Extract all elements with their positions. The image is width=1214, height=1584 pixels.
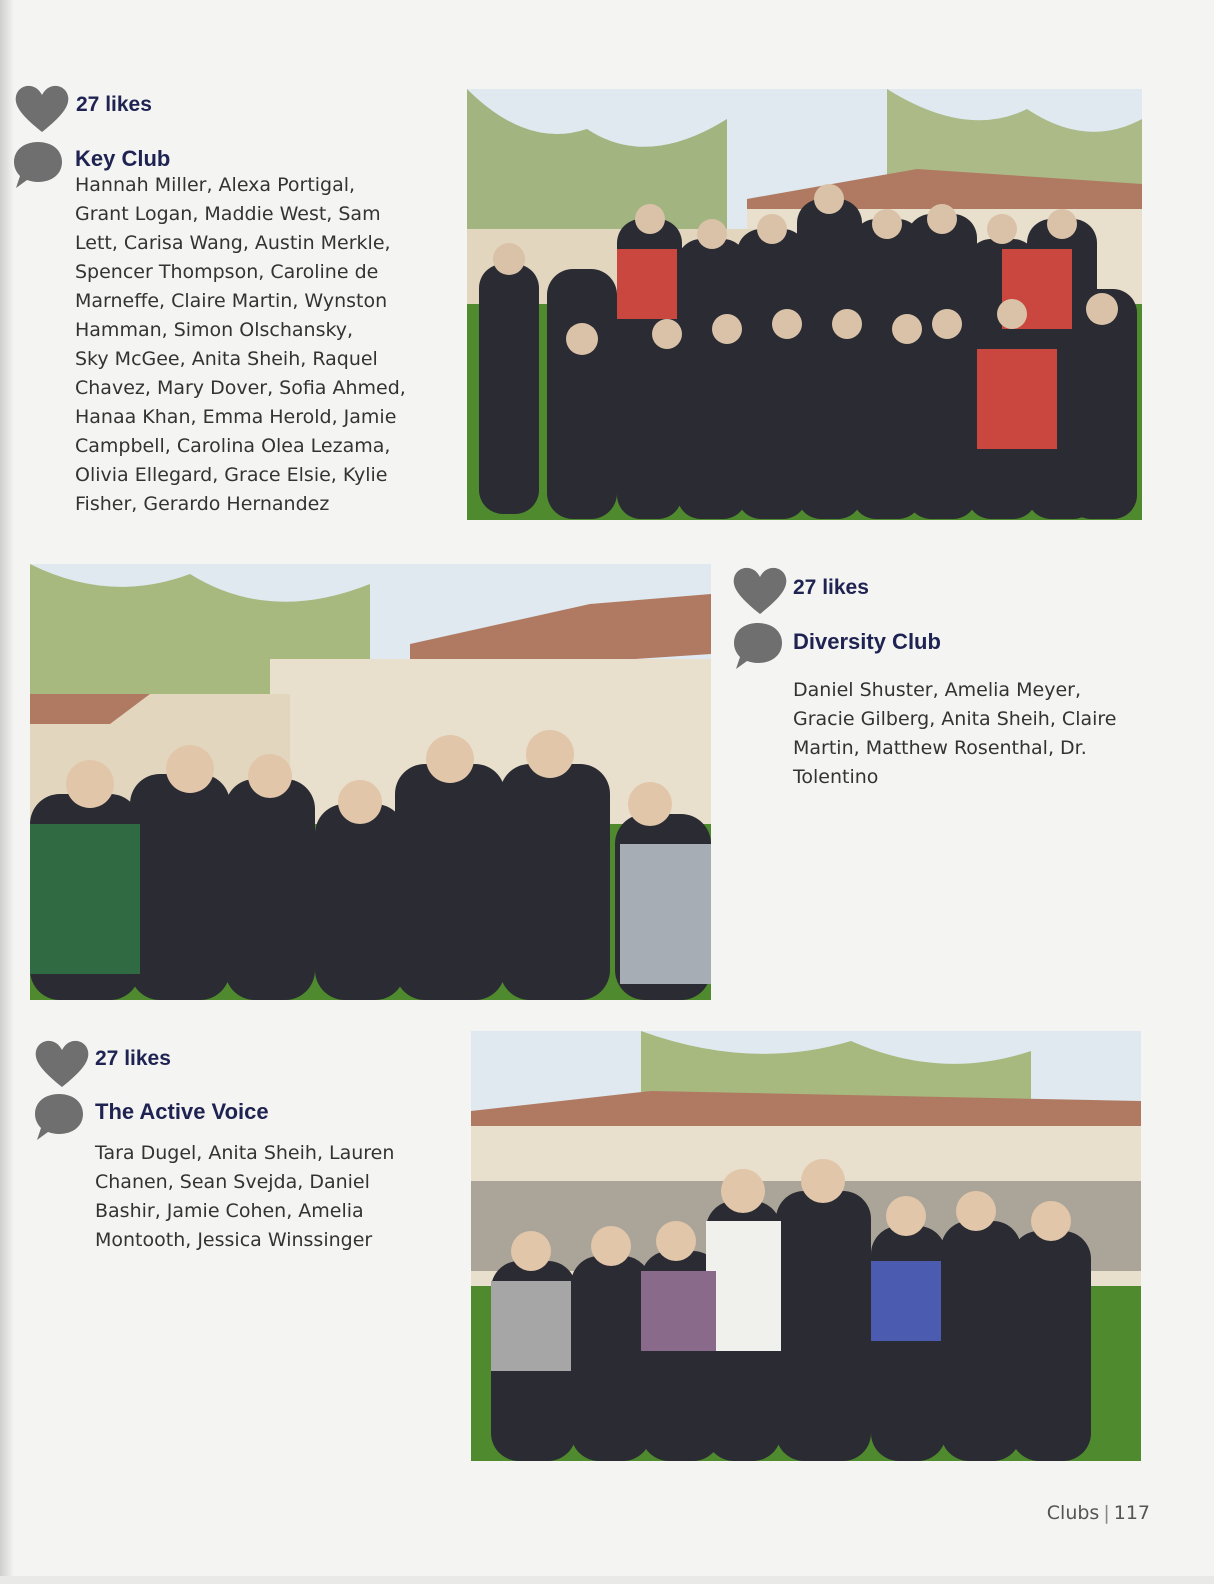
diversity-club-group-photo xyxy=(30,564,711,1000)
heart-icon[interactable] xyxy=(14,84,70,134)
page-number: 117 xyxy=(1113,1502,1150,1524)
heart-icon[interactable] xyxy=(732,566,788,616)
comment-bubble-icon[interactable] xyxy=(33,1090,85,1142)
heart-icon[interactable] xyxy=(34,1039,90,1089)
comment-bubble-icon[interactable] xyxy=(12,138,64,190)
likes-count: 27 likes xyxy=(95,1047,171,1070)
likes-count: 27 likes xyxy=(76,93,152,116)
club-title: Key Club xyxy=(75,146,171,171)
member-list: Daniel Shuster, Amelia Meyer, Gracie Gilberg, Anita Sheih, Claire Martin, Matthew Rosenthal, Dr. Tolentino xyxy=(793,679,1117,788)
page-gutter-shadow xyxy=(0,0,14,1584)
club-title: Diversity Club xyxy=(793,629,941,654)
key-club-group-photo xyxy=(467,89,1142,520)
page-bottom-edge xyxy=(0,1576,1214,1584)
comment-bubble-icon[interactable] xyxy=(732,619,784,671)
member-list: Hannah Miller, Alexa Portigal, Grant Logan, Maddie West, Sam Lett, Carisa Wang, Austin Merkle, Spencer Thompson, Caroline de Marneffe, Claire Martin, Wynston Hamman, Simon Olschansky, Sky McGee, Anita Sheih, Raquel Chavez, Mary Dover, Sofia Ahmed, Hanaa Khan, Emma Herold, Jamie Campbell, Carolina Olea Lezama, Olivia Ellegard, Grace Elsie, Kylie Fisher, Gerardo Hernandez xyxy=(75,174,406,515)
club-title: The Active Voice xyxy=(95,1099,269,1124)
member-list: Tara Dugel, Anita Sheih, Lauren Chanen, Sean Svejda, Daniel Bashir, Jamie Cohen, Amelia Montooth, Jessica Winssinger xyxy=(95,1142,395,1251)
footer-separator: | xyxy=(1103,1502,1110,1524)
section-name: Clubs xyxy=(1046,1502,1100,1524)
active-voice-group-photo xyxy=(471,1031,1141,1461)
likes-count: 27 likes xyxy=(793,576,869,599)
page-footer xyxy=(1047,1502,1150,1524)
